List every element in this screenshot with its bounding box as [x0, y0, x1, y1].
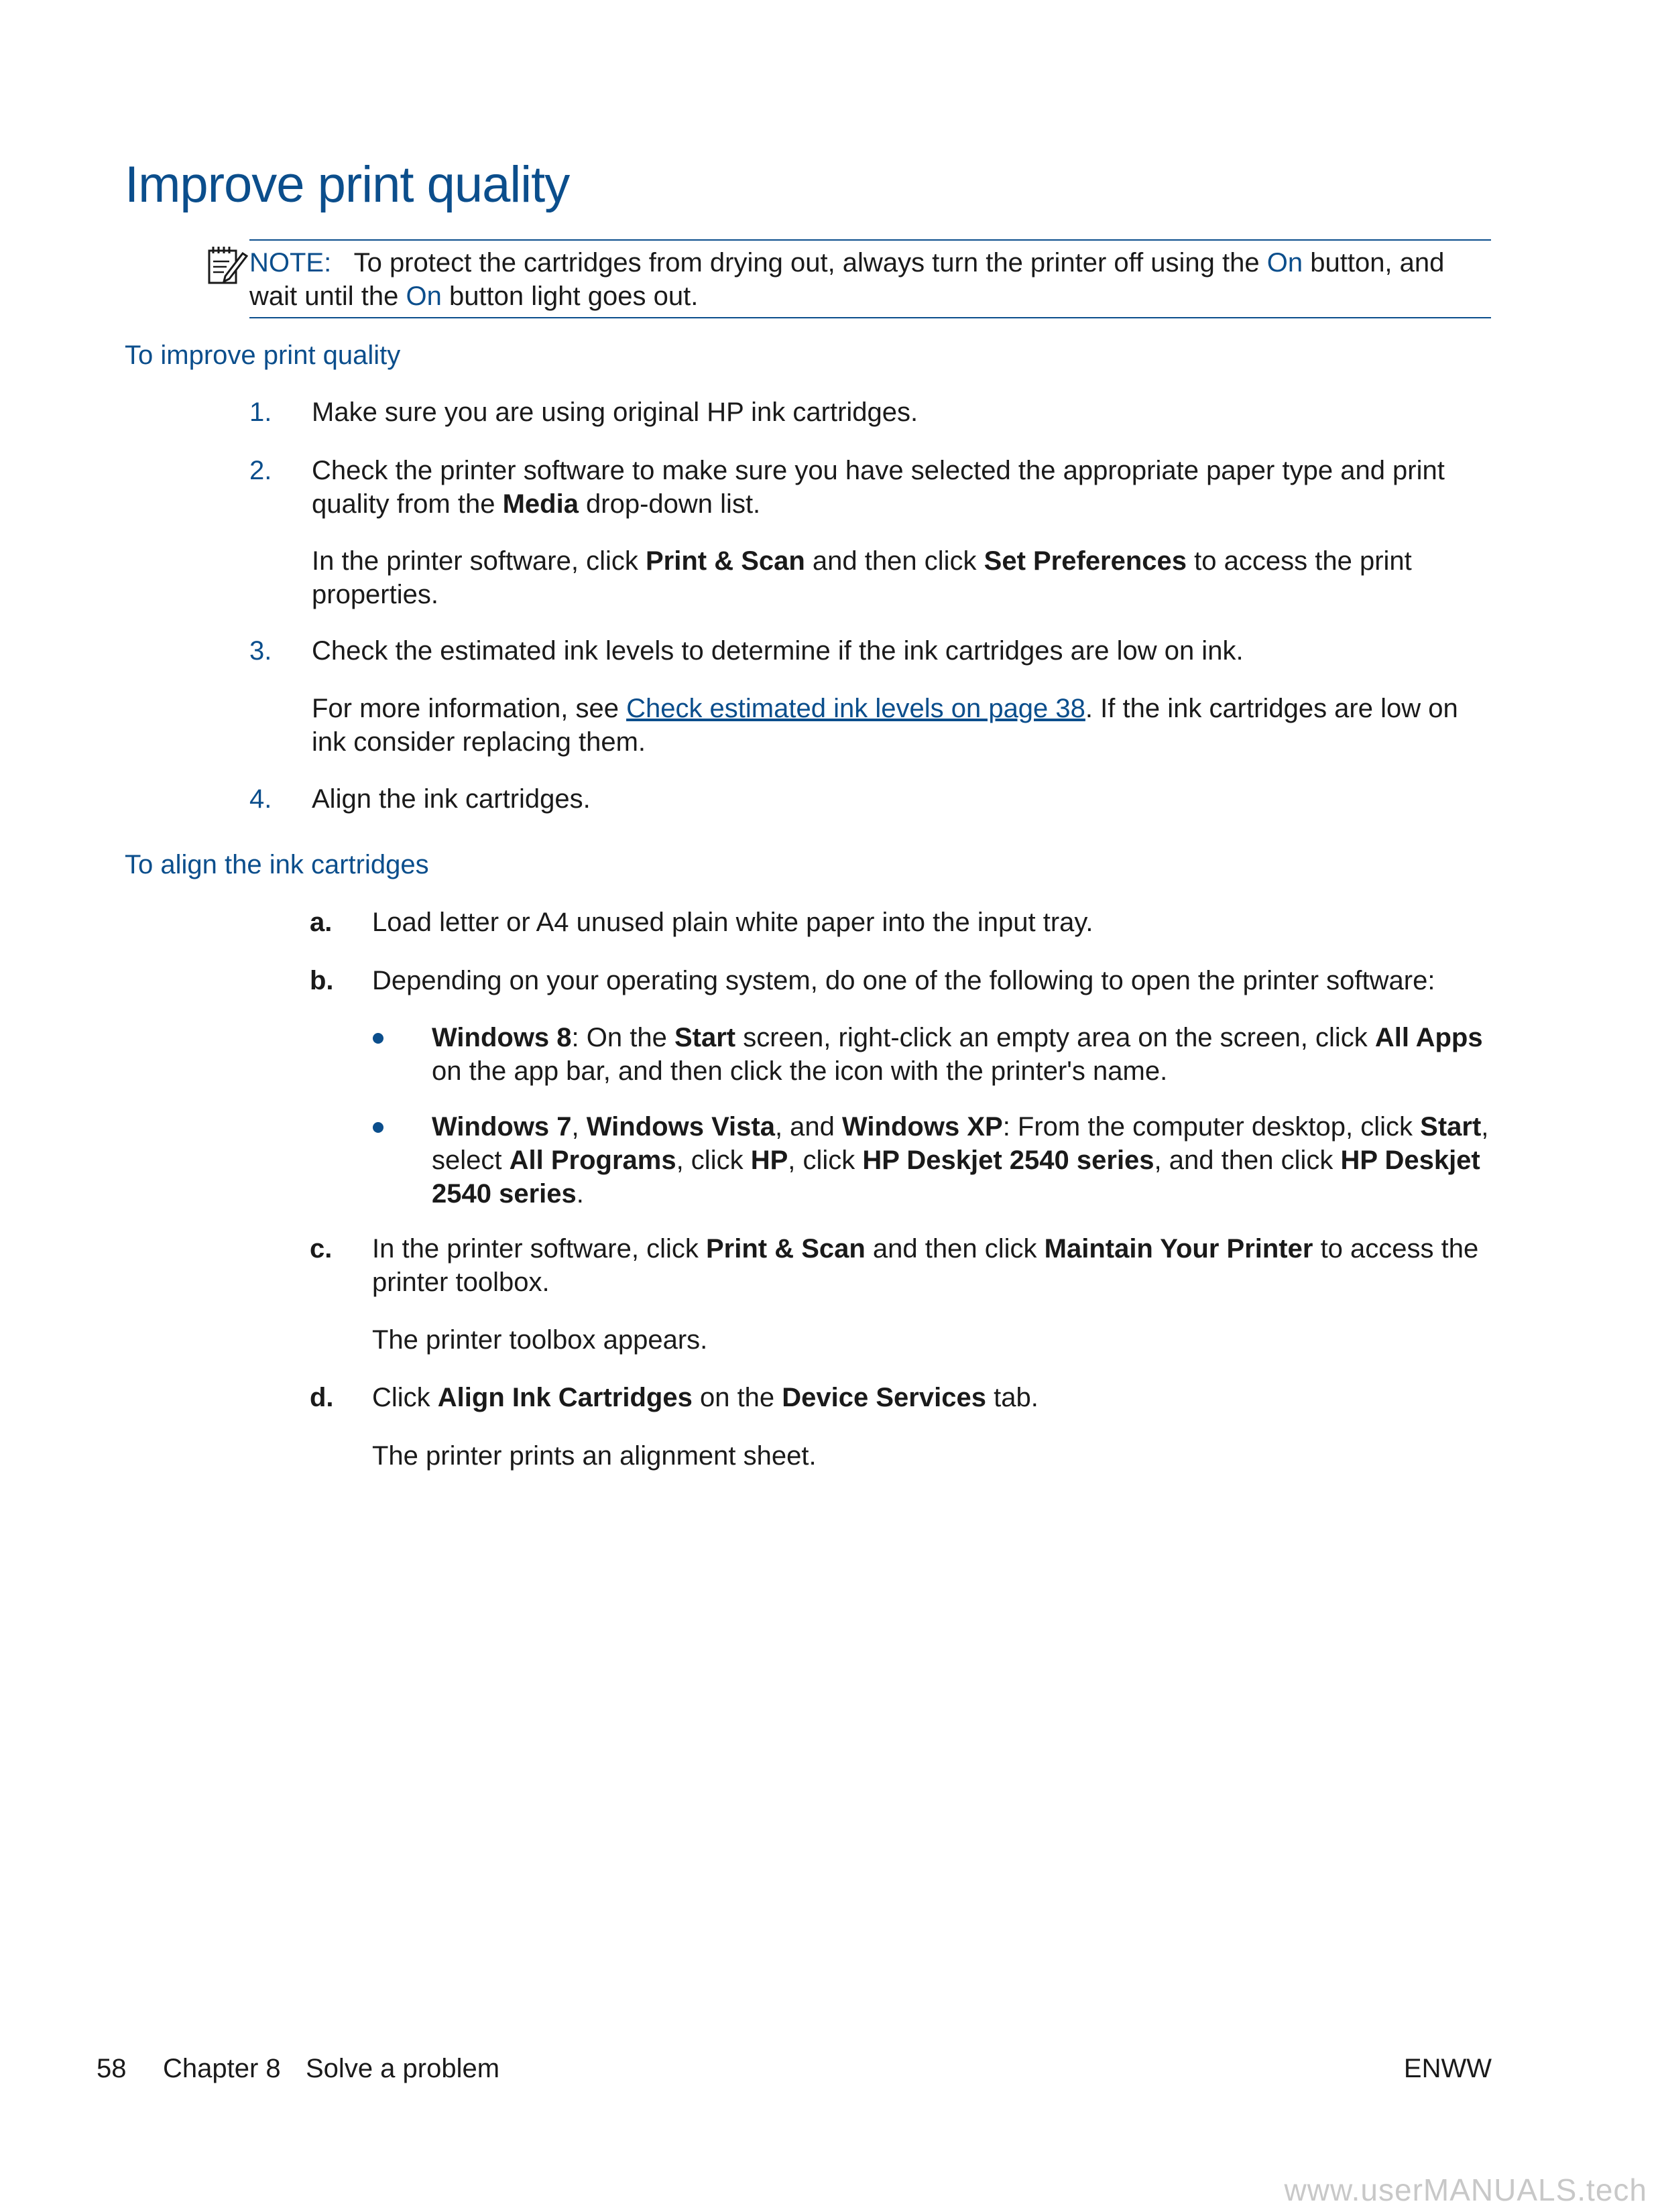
- substep-subtext: The printer toolbox appears.: [372, 1325, 708, 1355]
- note-text: To protect the cartridges from drying out, always turn the printer off using the: [353, 248, 1267, 278]
- step-text: Check the estimated ink levels to determine if the ink cartridges are low on ink.: [312, 636, 1244, 666]
- substep-text: Click Align Ink Cartridges on the Device Services tab.: [372, 1383, 1038, 1412]
- watermark: www.userMANUALS.tech: [1284, 2172, 1647, 2207]
- substep-text: Depending on your operating system, do one of the following to open the printer software:: [372, 966, 1435, 995]
- footer-page-number: 58: [97, 2054, 127, 2083]
- ink-levels-link[interactable]: Check estimated ink levels on page 38: [626, 694, 1085, 723]
- section-heading-improve: To improve print quality: [125, 341, 401, 370]
- substep-letter: c.: [310, 1234, 333, 1264]
- substep-text: In the printer software, click Print & Scan and then click Maintain Your Printer to access the printer toolbox.: [372, 1234, 1479, 1297]
- step-number: 2.: [249, 456, 272, 485]
- step-text: Make sure you are using original HP ink cartridges.: [312, 397, 918, 427]
- on-button-ref: On: [406, 282, 442, 311]
- step-number: 1.: [249, 397, 272, 427]
- note-box: NOTE: To protect the cartridges from drying out, always turn the printer off using the On button, and wait until the On button light goes out.: [249, 239, 1491, 318]
- step-number: 3.: [249, 636, 272, 666]
- footer-chapter: Chapter 8: [163, 2054, 281, 2083]
- substep-letter: b.: [310, 966, 334, 995]
- bullet-text-windows8: Windows 8: On the Start screen, right-click an empty area on the screen, click All Apps on the app bar, and then click the icon with the printer's name.: [432, 1023, 1483, 1086]
- substep-text: Load letter or A4 unused plain white paper into the input tray.: [372, 908, 1093, 937]
- bullet-text-windows7: Windows 7, Windows Vista, and Windows XP: From the computer desktop, click Start, select All Programs, click HP, click HP Deskjet 2540 series, and then click HP Deskjet 2540 series.: [432, 1112, 1489, 1209]
- note-icon: [205, 244, 248, 287]
- step-text: Align the ink cartridges.: [312, 784, 591, 814]
- bullet-icon: [373, 1122, 383, 1133]
- step-subtext: For more information, see Check estimated ink levels on page 38. If the ink cartridges are low on ink consider replacing them.: [312, 694, 1458, 757]
- bullet-icon: [373, 1033, 383, 1044]
- substep-subtext: The printer prints an alignment sheet.: [372, 1441, 817, 1471]
- on-button-ref: On: [1266, 248, 1303, 278]
- footer-section: Solve a problem: [306, 2054, 500, 2083]
- step-text: Check the printer software to make sure you have selected the appropriate paper type and print quality from the Media drop-down list.: [312, 456, 1445, 519]
- page-title: Improve print quality: [125, 156, 570, 213]
- section-heading-align: To align the ink cartridges: [125, 850, 429, 879]
- substep-letter: a.: [310, 908, 333, 937]
- substep-letter: d.: [310, 1383, 334, 1412]
- step-number: 4.: [249, 784, 272, 814]
- footer-enww: ENWW: [1403, 2054, 1492, 2083]
- step-subtext: In the printer software, click Print & Scan and then click Set Preferences to access the print properties.: [312, 546, 1412, 609]
- note-label: NOTE:: [249, 248, 332, 278]
